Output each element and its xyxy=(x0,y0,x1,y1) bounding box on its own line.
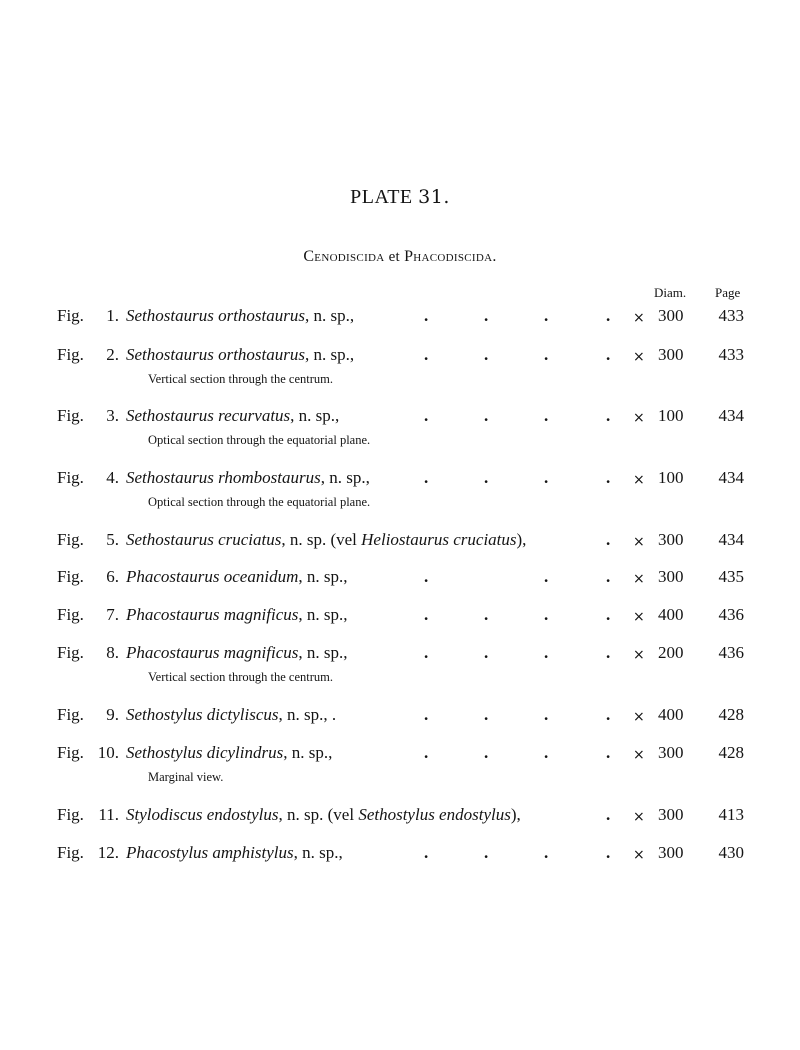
leader-dot: . xyxy=(606,567,611,586)
figure-row xyxy=(0,406,800,430)
figure-note: Optical section through the equatorial plane. xyxy=(148,433,371,447)
fig-label: Fig. xyxy=(57,530,84,549)
magnification-value: 300 xyxy=(658,530,684,549)
leader-dot: . xyxy=(424,843,429,862)
plate-prefix: PLATE xyxy=(350,186,413,208)
fig-label: Fig. xyxy=(57,345,84,364)
figure-row xyxy=(0,345,800,369)
figure-row xyxy=(0,306,800,330)
magnification-symbol: × xyxy=(633,709,645,725)
name-text: , n. sp. (vel xyxy=(281,530,362,549)
name-text: , n. sp., xyxy=(290,406,340,425)
leader-dot: . xyxy=(606,306,611,325)
name-text: , n. sp., . xyxy=(278,705,337,724)
magnification-symbol: × xyxy=(633,809,645,825)
leader-dot: . xyxy=(606,643,611,662)
magnification-value: 300 xyxy=(658,567,684,586)
name-text: , n. sp. (vel xyxy=(278,805,359,824)
leader-dot: . xyxy=(484,605,489,624)
fig-number: 5. xyxy=(106,530,119,549)
magnification-value: 300 xyxy=(658,843,684,862)
taxon-name: Sethostylus dictyliscus xyxy=(126,705,279,724)
name-text: , n. sp., xyxy=(283,743,333,762)
magnification-value: 300 xyxy=(658,743,684,762)
subtitle-group-2: Phacodiscida. xyxy=(404,248,497,265)
leader-dot: . xyxy=(606,605,611,624)
page-number: 433 xyxy=(718,345,744,364)
taxon-name: Heliostaurus cruciatus xyxy=(361,530,517,549)
taxon-name: Sethostylus endostylus xyxy=(358,805,511,824)
fig-number: 9. xyxy=(106,705,119,724)
fig-label: Fig. xyxy=(57,406,84,425)
plate-title xyxy=(0,186,800,209)
page-number: 434 xyxy=(718,468,744,487)
figure-row xyxy=(0,843,800,867)
taxon-name: Sethostaurus orthostaurus xyxy=(126,306,305,325)
leader-dot: . xyxy=(424,406,429,425)
magnification-value: 300 xyxy=(658,345,684,364)
species-name xyxy=(126,468,370,488)
name-text: , n. sp., xyxy=(305,345,355,364)
fig-number: 2. xyxy=(106,345,119,364)
taxon-name: Sethostylus dicylindrus xyxy=(126,743,284,762)
page-number: 413 xyxy=(718,805,744,824)
figure-note: Optical section through the equatorial plane. xyxy=(148,495,371,509)
leader-dot: . xyxy=(544,406,549,425)
fig-label: Fig. xyxy=(57,743,84,762)
species-name xyxy=(126,743,332,763)
figure-row xyxy=(0,468,800,492)
leader-dot: . xyxy=(606,843,611,862)
leader-dot: . xyxy=(606,743,611,762)
fig-label: Fig. xyxy=(57,468,84,487)
fig-number: 12. xyxy=(97,843,119,862)
leader-dot: . xyxy=(484,743,489,762)
leader-dot: . xyxy=(544,605,549,624)
figure-row xyxy=(0,530,800,554)
species-name xyxy=(126,805,521,825)
magnification-value: 200 xyxy=(658,643,684,662)
leader-dot: . xyxy=(424,743,429,762)
leader-dot: . xyxy=(544,567,549,586)
fig-label: Fig. xyxy=(57,805,84,824)
page-number: 433 xyxy=(718,306,744,325)
fig-label: Fig. xyxy=(57,605,84,624)
fig-number: 6. xyxy=(106,567,119,586)
figure-note: Marginal view. xyxy=(148,770,224,784)
name-text: ), xyxy=(510,805,521,824)
leader-dot: . xyxy=(606,530,611,549)
fig-label: Fig. xyxy=(57,643,84,662)
leader-dot: . xyxy=(606,468,611,487)
species-name xyxy=(126,406,339,426)
magnification-symbol: × xyxy=(633,534,645,550)
page-number: 428 xyxy=(718,743,744,762)
name-text: , n. sp., xyxy=(298,643,348,662)
fig-number: 11. xyxy=(98,805,119,824)
page-number: 430 xyxy=(718,843,744,862)
name-text: , n. sp., xyxy=(298,567,348,586)
figure-row xyxy=(0,805,800,829)
fig-number: 4. xyxy=(106,468,119,487)
fig-number: 3. xyxy=(106,406,119,425)
magnification-symbol: × xyxy=(633,747,645,763)
leader-dot: . xyxy=(544,705,549,724)
taxon-name: Sethostaurus recurvatus xyxy=(126,406,291,425)
name-text: , n. sp., xyxy=(305,306,355,325)
taxon-name: Sethostaurus rhombostaurus xyxy=(126,468,321,487)
page-number: 435 xyxy=(718,567,744,586)
magnification-value: 100 xyxy=(658,468,684,487)
figure-row xyxy=(0,567,800,591)
taxon-name: Stylodiscus endostylus xyxy=(126,805,279,824)
magnification-value: 400 xyxy=(658,605,684,624)
name-text: , n. sp., xyxy=(298,605,348,624)
figure-row xyxy=(0,643,800,667)
leader-dot: . xyxy=(424,705,429,724)
leader-dot: . xyxy=(544,306,549,325)
leader-dot: . xyxy=(424,306,429,325)
magnification-symbol: × xyxy=(633,571,645,587)
magnification-symbol: × xyxy=(633,647,645,663)
name-text: ), xyxy=(516,530,527,549)
taxon-name: Sethostaurus cruciatus xyxy=(126,530,282,549)
leader-dot: . xyxy=(544,843,549,862)
species-name xyxy=(126,843,343,863)
page-number: 434 xyxy=(718,530,744,549)
leader-dot: . xyxy=(544,643,549,662)
taxon-name: Phacostaurus oceanidum xyxy=(126,567,299,586)
magnification-symbol: × xyxy=(633,410,645,426)
figure-row xyxy=(0,605,800,629)
species-name xyxy=(126,345,354,365)
leader-dot: . xyxy=(484,345,489,364)
subtitle-joiner: et xyxy=(384,249,405,265)
leader-dot: . xyxy=(484,705,489,724)
magnification-value: 400 xyxy=(658,705,684,724)
taxon-name: Phacostylus amphistylus xyxy=(126,843,294,862)
name-text: , n. sp., xyxy=(320,468,370,487)
leader-dot: . xyxy=(424,468,429,487)
species-name xyxy=(126,306,354,326)
page-number: 428 xyxy=(718,705,744,724)
leader-dot: . xyxy=(606,406,611,425)
leader-dot: . xyxy=(606,805,611,824)
magnification-symbol: × xyxy=(633,472,645,488)
species-name xyxy=(126,705,336,725)
leader-dot: . xyxy=(606,705,611,724)
page-number: 434 xyxy=(718,406,744,425)
species-name xyxy=(126,530,526,550)
taxon-name: Sethostaurus orthostaurus xyxy=(126,345,305,364)
fig-label: Fig. xyxy=(57,567,84,586)
fig-label: Fig. xyxy=(57,705,84,724)
species-name xyxy=(126,643,347,663)
magnification-value: 300 xyxy=(658,805,684,824)
column-header-page: Page xyxy=(715,285,741,300)
figure-note: Vertical section through the centrum. xyxy=(148,670,334,684)
name-text: , n. sp., xyxy=(293,843,343,862)
magnification-value: 300 xyxy=(658,306,684,325)
fig-number: 7. xyxy=(106,605,119,624)
page-number: 436 xyxy=(718,643,744,662)
leader-dot: . xyxy=(484,843,489,862)
leader-dot: . xyxy=(424,345,429,364)
fig-number: 10. xyxy=(97,743,119,762)
magnification-value: 100 xyxy=(658,406,684,425)
taxon-name: Phacostaurus magnificus xyxy=(126,605,299,624)
species-name xyxy=(126,567,347,587)
magnification-symbol: × xyxy=(633,609,645,625)
leader-dot: . xyxy=(484,468,489,487)
plate-number: 31. xyxy=(418,186,450,208)
figure-row xyxy=(0,705,800,729)
figure-row xyxy=(0,743,800,767)
leader-dot: . xyxy=(424,643,429,662)
leader-dot: . xyxy=(484,643,489,662)
leader-dot: . xyxy=(544,345,549,364)
magnification-symbol: × xyxy=(633,349,645,365)
plate-subtitle xyxy=(0,248,800,266)
leader-dot: . xyxy=(484,406,489,425)
species-name xyxy=(126,605,347,625)
magnification-symbol: × xyxy=(633,310,645,326)
fig-number: 8. xyxy=(106,643,119,662)
fig-number: 1. xyxy=(106,306,119,325)
leader-dot: . xyxy=(484,306,489,325)
fig-label: Fig. xyxy=(57,306,84,325)
figure-note: Vertical section through the centrum. xyxy=(148,372,334,386)
leader-dot: . xyxy=(544,743,549,762)
magnification-symbol: × xyxy=(633,847,645,863)
page-number: 436 xyxy=(718,605,744,624)
leader-dot: . xyxy=(544,468,549,487)
leader-dot: . xyxy=(606,345,611,364)
leader-dot: . xyxy=(424,567,429,586)
subtitle-group-1: Cenodiscida xyxy=(303,248,385,265)
column-header-diam: Diam. xyxy=(654,285,687,300)
fig-label: Fig. xyxy=(57,843,84,862)
taxon-name: Phacostaurus magnificus xyxy=(126,643,299,662)
leader-dot: . xyxy=(424,605,429,624)
